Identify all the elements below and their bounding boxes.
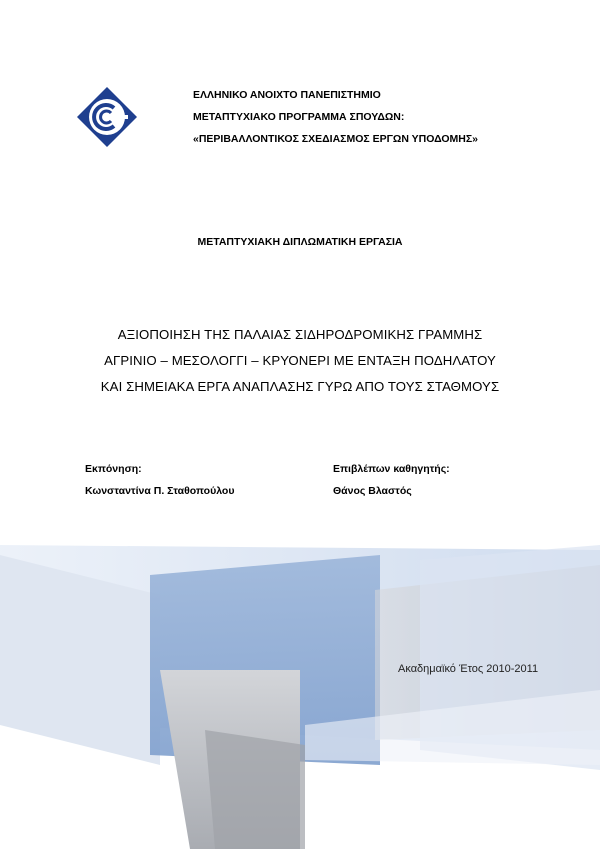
thesis-title [0, 322, 600, 400]
thesis-type: ΜΕΤΑΠΤΥΧΙΑΚΗ ΔΙΠΛΩΜΑΤΙΚΗ ΕΡΓΑΣΙΑ [197, 236, 403, 248]
institution-block [193, 84, 478, 150]
institution-name: ΕΛΛΗΝΙΚΟ ΑΝΟΙΧΤΟ ΠΑΝΕΠΙΣΤΗΜΙΟ [193, 89, 381, 101]
author-block [85, 458, 234, 502]
author-label: Εκπόνηση: [85, 463, 142, 475]
supervisor-label: Επιβλέπων καθηγητής: [333, 463, 450, 475]
program-name: «ΠΕΡΙΒΑΛΛΟΝΤΙΚΟΣ ΣΧΕΔΙΑΣΜΟΣ ΕΡΓΩΝ ΥΠΟΔΟΜΗΣ» [193, 133, 479, 145]
title-line-3: ΚΑΙ ΣΗΜΕΙΑΚΑ ΕΡΓΑ ΑΝΑΠΛΑΣΗΣ ΓΥΡΩ ΑΠΟ ΤΟΥΣ ΣΤΑΘΜΟΥΣ [100, 379, 500, 394]
decorative-banner [0, 520, 600, 849]
title-line-1: ΑΞΙΟΠΟΙΗΣΗ ΤΗΣ ΠΑΛΑΙΑΣ ΣΙΔΗΡΟΔΡΟΜΙΚΗΣ ΓΡΑΜΜΗΣ [117, 327, 483, 342]
academic-year: Ακαδημαϊκό Έτος 2010-2011 [398, 663, 539, 675]
program-label: ΜΕΤΑΠΤΥΧΙΑΚΟ ΠΡΟΓΡΑΜΜΑ ΣΠΟΥΔΩΝ: [193, 111, 405, 123]
supervisor-block [333, 458, 450, 502]
university-logo-icon [76, 86, 138, 148]
supervisor-name: Θάνος Βλαστός [333, 485, 412, 497]
title-line-2: ΑΓΡΙΝΙΟ – ΜΕΣΟΛΟΓΓΙ – ΚΡΥΟΝΕΡΙ ΜΕ ΕΝΤΑΞΗ ΠΟΔΗΛΑΤΟΥ [104, 353, 496, 368]
author-name: Κωνσταντίνα Π. Σταθοπούλου [85, 485, 235, 497]
